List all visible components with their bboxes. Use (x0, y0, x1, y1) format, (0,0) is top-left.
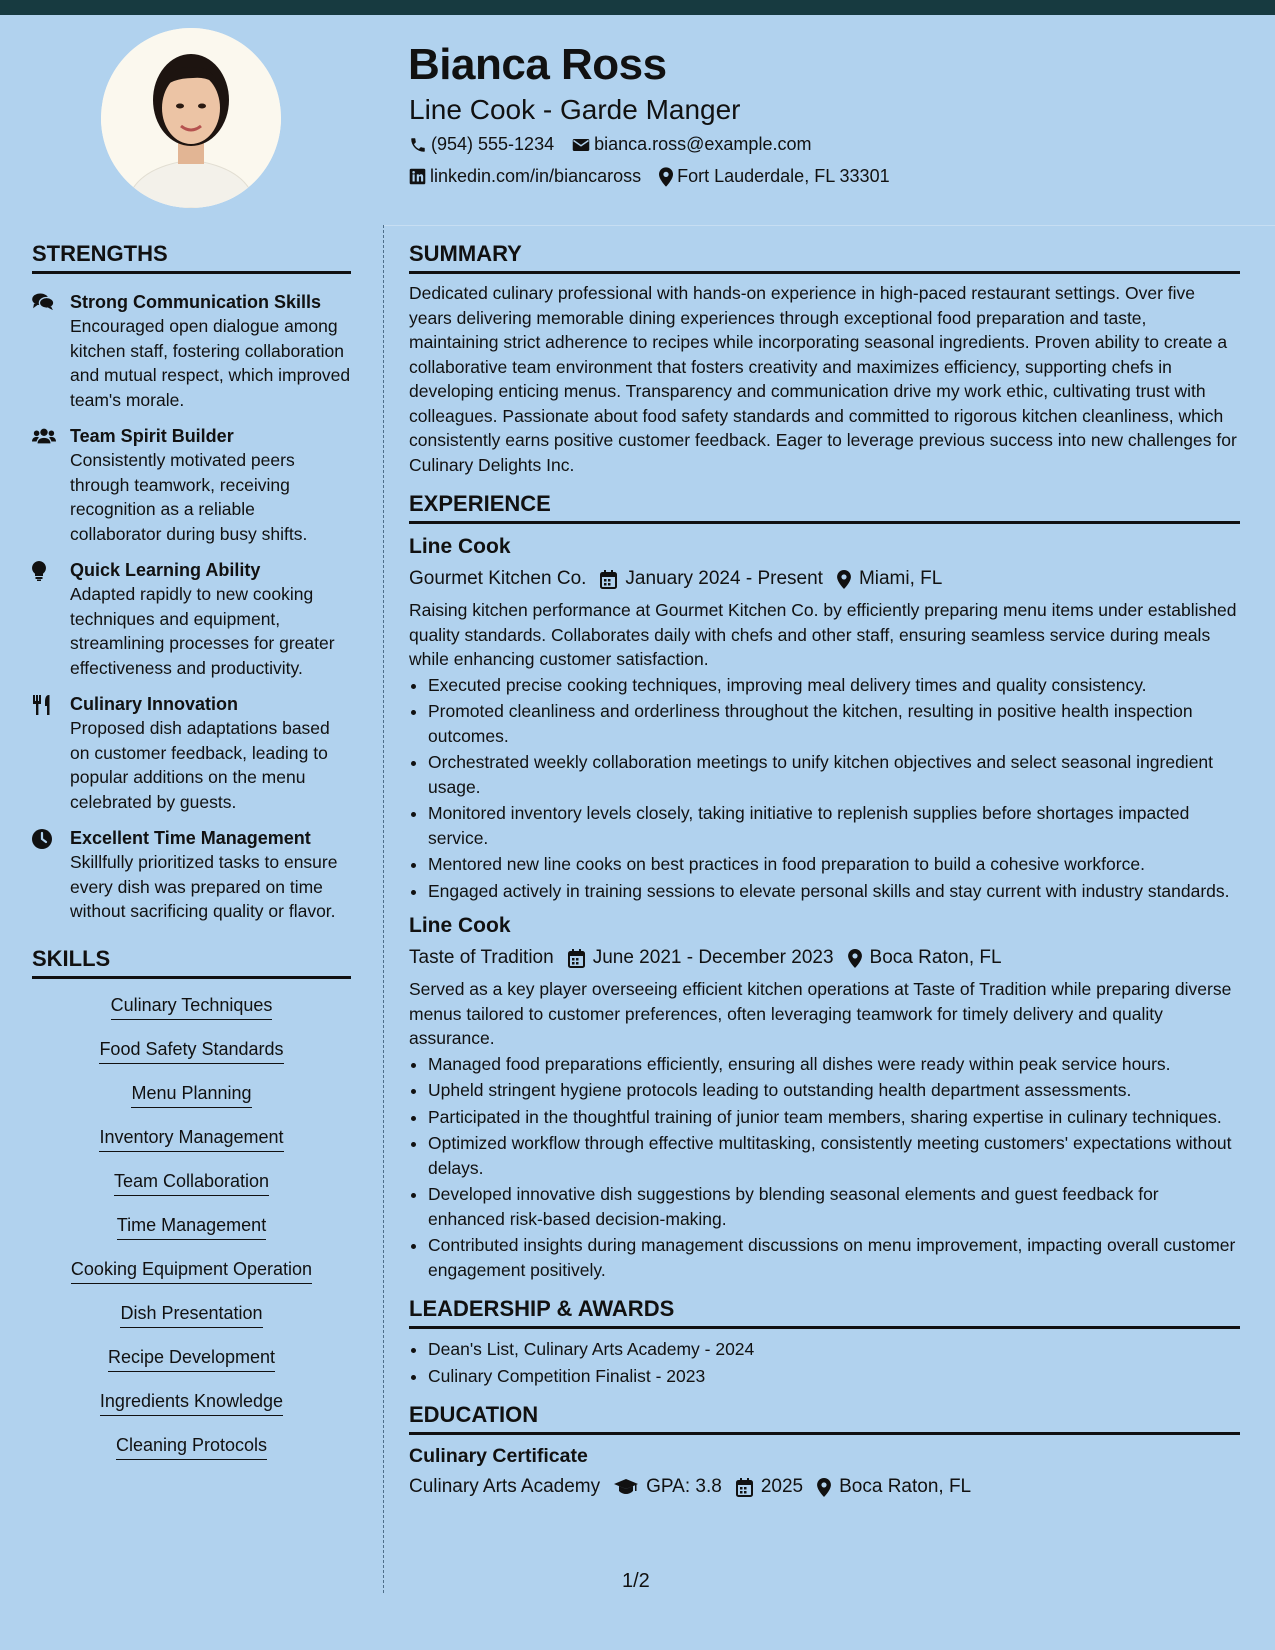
awards-list (409, 1337, 1240, 1388)
job-dates-text: June 2021 - December 2023 (592, 947, 834, 968)
comments-icon (32, 293, 54, 311)
education-year-text: 2025 (760, 1476, 804, 1497)
award-item: • Dean's List, Culinary Arts Academy - 2024 (428, 1337, 1240, 1362)
phone-contact[interactable] (409, 134, 554, 155)
map-pin-icon (659, 167, 673, 187)
calendar-icon (736, 1478, 753, 1497)
strength-desc: Skillfully prioritized tasks to ensure every dish was prepared on time without sacrificing quality or flavor. (70, 852, 338, 921)
calendar-icon (568, 949, 585, 968)
contact-row (409, 134, 829, 155)
job-dates (568, 945, 834, 971)
phone-icon (409, 136, 427, 154)
job-bullet: • Participated in the thoughtful training of junior team members, sharing expertise in culinary techniques. (428, 1105, 1240, 1130)
job-bullet: • Orchestrated weekly collaboration meetings to unify kitchen objectives and select seasonal ingredient usage. (428, 750, 1240, 799)
job-title: Line Cook (409, 535, 511, 558)
column-divider (383, 225, 384, 1593)
job-company: Taste of Tradition (409, 947, 554, 968)
job-bullet: • Managed food preparations efficiently, ensuring all dishes were ready within peak service hours. (428, 1052, 1240, 1077)
calendar-icon (600, 570, 617, 589)
skills-list (32, 993, 351, 1460)
utensils-icon (32, 695, 50, 715)
job-bullet: • Developed innovative dish suggestions by blending seasonal elements and guest feedback for enhanced risk-based decision-making. (428, 1182, 1240, 1231)
strength-item (32, 826, 351, 924)
awards-heading: LEADERSHIP & AWARDS (409, 1296, 1240, 1329)
location-contact (659, 166, 889, 187)
left-column (32, 241, 351, 1477)
profile-photo (101, 28, 281, 208)
phone-text: (954) 555-1234 (431, 134, 555, 154)
education-meta (409, 1474, 1240, 1500)
job-entry (409, 913, 1240, 1282)
education-location (817, 1474, 971, 1500)
job-company: Gourmet Kitchen Co. (409, 568, 587, 589)
job-description: Served as a key player overseeing efficient kitchen operations at Taste of Tradition while preparing diverse menus tailored to customer preferences, often leveraging teamwork for timely delivery and quality assurance. (409, 979, 1232, 1048)
skill-tag: Culinary Techniques (111, 993, 273, 1020)
education-gpa (614, 1474, 722, 1500)
candidate-name: Bianca Ross (408, 40, 667, 89)
experience-section (409, 491, 1240, 1282)
location-text: Fort Lauderdale, FL 33301 (677, 166, 890, 186)
summary-text: Dedicated culinary professional with hands-on experience in high-paced restaurant settings. Over five years delivering memorable dining experiences through exceptional food preparation and taste, maintaining strict adherence to recipes while incorporating seasonal ingredients. Proven ability to create a collaborative team environment that fosters creativity and maximizes efficiency, supporting chefs in developing enticing menus. Transparency and communication drive my work ethic, cultivating trust with colleagues. Passionate about food safety standards and committed to rigorous kitchen cleanliness, which consistently earns positive customer feedback. Eager to leverage previous success into new challenges for Culinary Delights Inc. (409, 283, 1237, 475)
linkedin-icon (409, 168, 426, 185)
job-bullets (409, 673, 1240, 904)
job-location-text: Boca Raton, FL (869, 947, 1002, 968)
email-text: bianca.ross@example.com (594, 134, 812, 154)
experience-heading: EXPERIENCE (409, 491, 1240, 524)
linkedin-contact[interactable] (409, 166, 641, 187)
job-entry (409, 534, 1240, 903)
skill-tag: Menu Planning (131, 1081, 251, 1108)
job-bullet: • Monitored inventory levels closely, taking initiative to replenish supplies before shortages impacted service. (428, 801, 1240, 850)
top-color-bar (0, 0, 1275, 15)
skill-tag: Dish Presentation (120, 1301, 262, 1328)
portrait-image (101, 28, 281, 208)
lightbulb-icon (32, 561, 46, 581)
job-bullet: • Engaged actively in training sessions to elevate personal skills and stay current with industry standards. (428, 879, 1240, 904)
strength-title: Team Spirit Builder (70, 426, 234, 446)
users-icon (32, 427, 56, 445)
education-year (736, 1474, 803, 1500)
awards-section (409, 1296, 1240, 1388)
header-divider (383, 225, 1275, 226)
strength-title: Culinary Innovation (70, 694, 239, 714)
map-pin-icon (848, 949, 862, 968)
linkedin-text: linkedin.com/in/biancaross (430, 166, 642, 186)
envelope-icon (572, 137, 590, 153)
education-location-text: Boca Raton, FL (839, 1476, 972, 1497)
strength-desc: Proposed dish adaptations based on customer feedback, leading to popular additions on the menu celebrated by guests. (70, 718, 330, 812)
page-number: 1/2 (622, 1570, 650, 1592)
skill-tag: Food Safety Standards (99, 1037, 283, 1064)
job-dates-text: January 2024 - Present (625, 568, 823, 589)
skill-tag: Recipe Development (108, 1345, 275, 1372)
strength-item (32, 692, 351, 814)
job-meta (409, 945, 1240, 971)
strength-item (32, 558, 351, 680)
strength-desc: Consistently motivated peers through teamwork, receiving recognition as a reliable collaborator during busy shifts. (70, 450, 308, 544)
strength-desc: Adapted rapidly to new cooking techniques and equipment, streamlining processes for greater effectiveness and productivity. (70, 584, 335, 678)
job-bullet: • Promoted cleanliness and orderliness throughout the kitchen, resulting in positive health inspection outcomes. (428, 699, 1240, 748)
job-location (848, 945, 1002, 971)
job-bullets (409, 1052, 1240, 1283)
education-heading: EDUCATION (409, 1402, 1240, 1435)
education-gpa-text: GPA: 3.8 (646, 1476, 722, 1497)
skill-tag: Time Management (117, 1213, 266, 1240)
summary-heading: SUMMARY (409, 241, 1240, 274)
education-degree: Culinary Certificate (409, 1445, 588, 1467)
job-location-text: Miami, FL (858, 568, 943, 589)
job-bullet: • Upheld stringent hygiene protocols leading to outstanding health department assessments. (428, 1078, 1240, 1103)
map-pin-icon (817, 1478, 831, 1497)
skill-tag: Inventory Management (99, 1125, 283, 1152)
email-contact[interactable] (572, 134, 811, 155)
job-bullet: • Executed precise cooking techniques, improving meal delivery times and quality consistency. (428, 673, 1240, 698)
job-bullet: • Optimized workflow through effective multitasking, consistently meeting customers' expectations without delays. (428, 1131, 1240, 1180)
job-location (837, 566, 942, 592)
skill-tag: Cooking Equipment Operation (71, 1257, 312, 1284)
strength-title: Quick Learning Ability (70, 560, 261, 580)
graduation-cap-icon (614, 1479, 638, 1495)
job-title: Line Cook (409, 914, 511, 937)
contact-row-2 (409, 166, 908, 187)
job-bullet: • Mentored new line cooks on best practices in food preparation to build a cohesive workforce. (428, 852, 1240, 877)
strengths-heading: STRENGTHS (32, 241, 351, 274)
strength-desc: Encouraged open dialogue among kitchen staff, fostering collaboration and mutual respect, which improved team's morale. (70, 316, 351, 410)
skill-tag: Ingredients Knowledge (100, 1389, 283, 1416)
job-dates (600, 566, 823, 592)
skill-tag: Cleaning Protocols (116, 1433, 267, 1460)
job-description: Raising kitchen performance at Gourmet Kitchen Co. by efficiently preparing menu items under established quality standards. Collaborates daily with chefs and other staff, ensuring seamless service during meals while enhancing customer satisfaction. (409, 600, 1237, 669)
strength-title: Excellent Time Management (70, 828, 311, 848)
clock-icon (32, 829, 52, 849)
right-column (409, 241, 1240, 1500)
education-section (409, 1402, 1240, 1500)
job-bullet: • Contributed insights during management discussions on menu improvement, impacting overall customer engagement positively. (428, 1233, 1240, 1282)
strength-item (32, 290, 351, 412)
strength-title: Strong Communication Skills (70, 292, 322, 312)
award-item: • Culinary Competition Finalist - 2023 (428, 1364, 1240, 1389)
education-school: Culinary Arts Academy (409, 1476, 601, 1497)
candidate-title: Line Cook - Garde Manger (409, 94, 741, 125)
skills-heading: SKILLS (32, 946, 351, 979)
skill-tag: Team Collaboration (114, 1169, 269, 1196)
strength-item (32, 424, 351, 546)
map-pin-icon (837, 570, 851, 589)
job-meta (409, 566, 1240, 592)
